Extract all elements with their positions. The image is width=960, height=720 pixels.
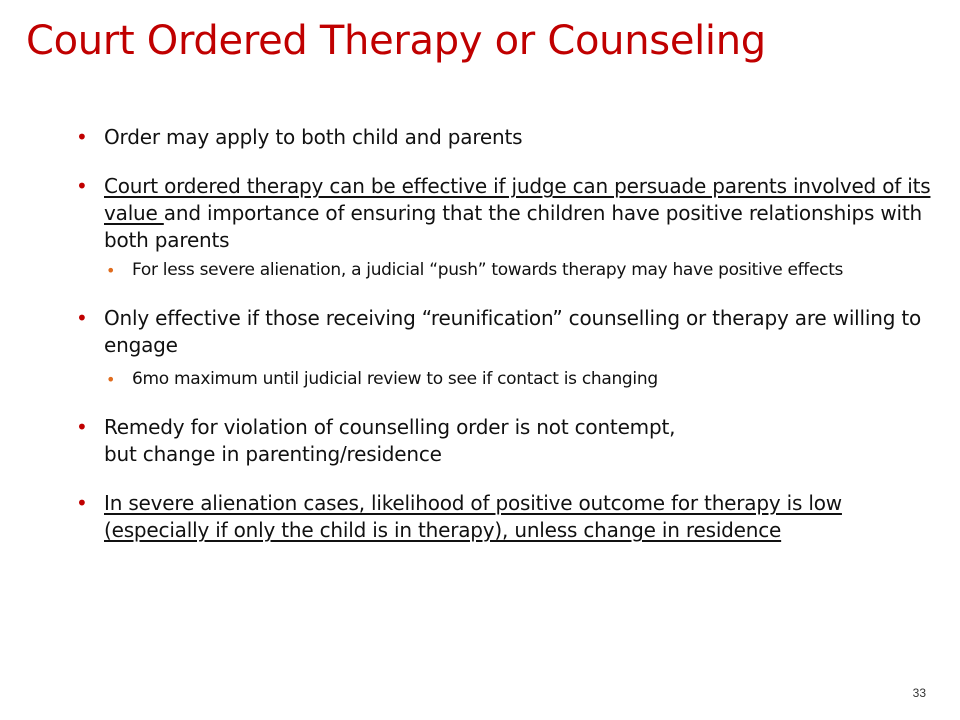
- bullet-list: [76, 124, 936, 544]
- bullet-4: [76, 414, 936, 468]
- bullet-3: [76, 305, 936, 359]
- bullet-2: [76, 173, 936, 254]
- bullet-marker: •: [76, 306, 88, 330]
- bullet-marker: •: [76, 415, 88, 439]
- sub-bullet-2-1-text: For less severe alienation, a judicial “push” towards therapy may have positive effects: [132, 260, 844, 280]
- bullet-marker: •: [76, 174, 88, 198]
- bullet-4-line-2: but change in parenting/residence: [104, 442, 442, 466]
- bullet-4-line-1: Remedy for violation of counselling order is not contempt,: [104, 415, 676, 439]
- sub-bullet-3-1-text: 6mo maximum until judicial review to see if contact is changing: [132, 369, 658, 389]
- page-number: 33: [912, 686, 926, 700]
- bullet-1-text: Order may apply to both child and parents: [104, 125, 523, 149]
- bullet-marker: •: [76, 491, 88, 515]
- bullet-1: [76, 124, 936, 151]
- bullet-3-text: Only effective if those receiving “reunification” counselling or therapy are willing to engage: [104, 306, 922, 357]
- sub-bullet-3-1: [76, 367, 936, 392]
- sub-bullet-marker: •: [106, 261, 116, 280]
- bullet-5-underlined-text: In severe alienation cases, likelihood of positive outcome for therapy is low (especially if only the child is in therapy), unless change in residence: [104, 491, 842, 542]
- bullet-5: [76, 490, 936, 544]
- sub-bullet-2-1: [76, 258, 936, 283]
- bullet-2-text: and importance of ensuring that the children have positive relationships with both parents: [104, 201, 922, 252]
- bullet-marker: •: [76, 125, 88, 149]
- bullet-2-underlined-text: Court ordered therapy can be effective if judge can persuade parents involved of its value: [104, 174, 931, 225]
- slide-title: Court Ordered Therapy or Counseling: [26, 18, 766, 64]
- sub-bullet-marker: •: [106, 370, 116, 389]
